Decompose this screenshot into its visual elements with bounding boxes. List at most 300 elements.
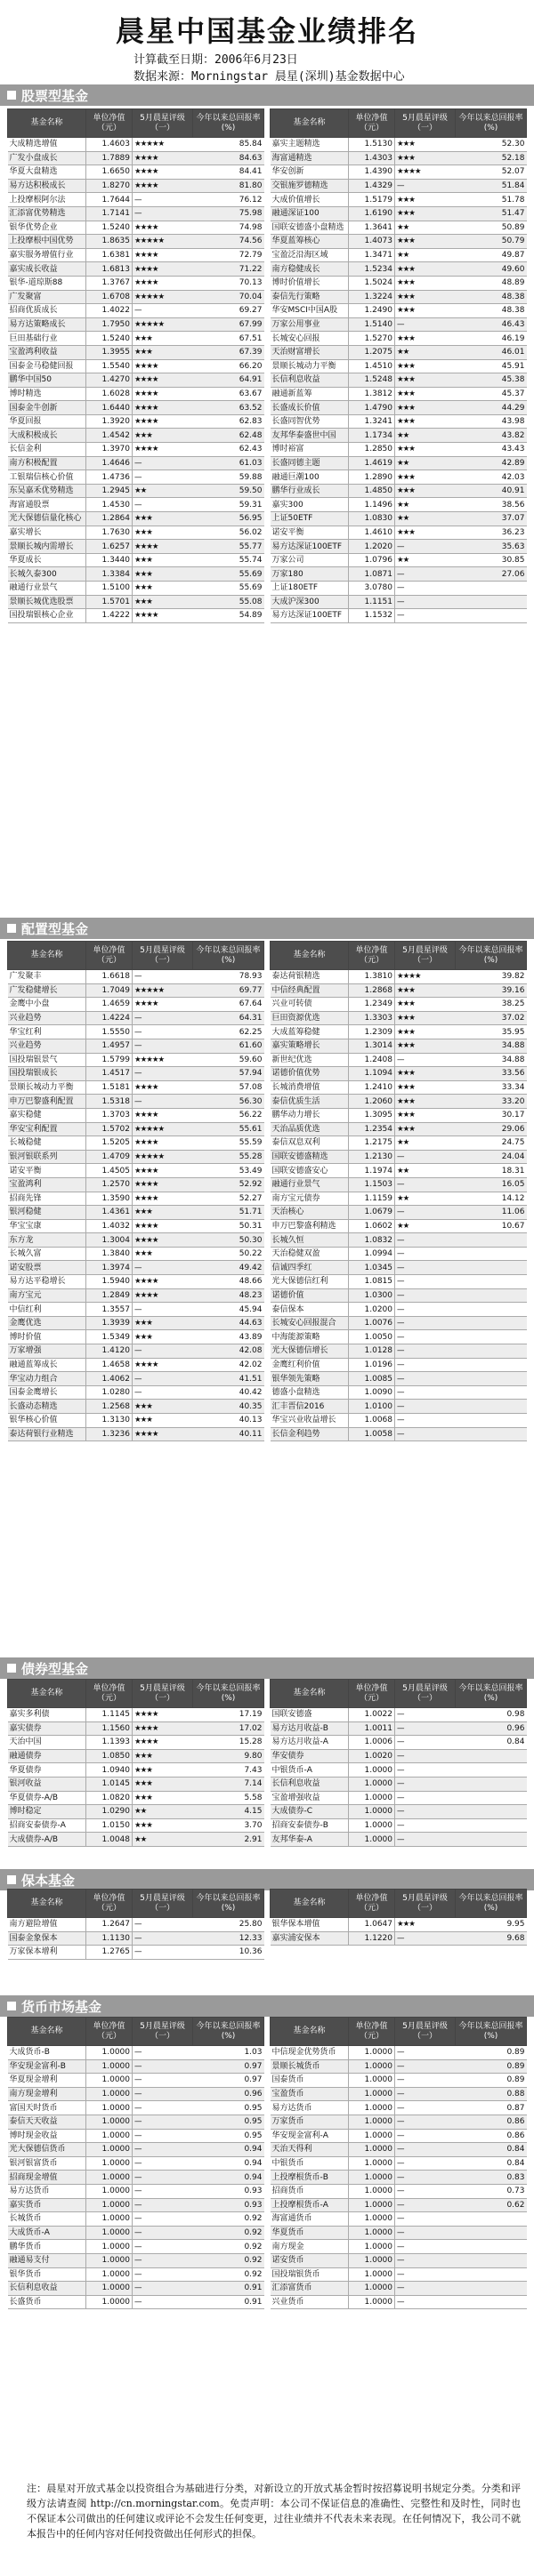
rating-stars: — bbox=[395, 2046, 456, 2060]
rating-stars: — bbox=[395, 2059, 456, 2074]
table-row bbox=[8, 1736, 264, 1750]
rating-stars: — bbox=[395, 2184, 456, 2198]
ytd-return: 0.73 bbox=[456, 2184, 527, 2198]
rating-stars: — bbox=[395, 1233, 456, 1248]
ytd-return: 61.60 bbox=[193, 1039, 264, 1053]
fund-name: 嘉实多利债 bbox=[8, 1708, 86, 1722]
rating-stars: ★★★★★ bbox=[133, 1122, 193, 1136]
ytd-return: 51.78 bbox=[456, 193, 527, 207]
table-row bbox=[271, 1192, 527, 1206]
fund-name: 国投瑞银景气 bbox=[8, 1053, 86, 1067]
table-row bbox=[271, 526, 527, 540]
square-bullet-icon bbox=[7, 1664, 16, 1673]
section-title: 债券型基金 bbox=[21, 1661, 89, 1677]
unit-nav: 1.0000 bbox=[86, 2198, 133, 2212]
rating-stars: ★★★ bbox=[133, 512, 193, 526]
unit-nav: 1.0000 bbox=[349, 1833, 395, 1847]
table-row bbox=[271, 609, 527, 623]
table-row bbox=[8, 470, 264, 485]
fund-name: 南方避险增值 bbox=[8, 1918, 86, 1932]
unit-nav: 1.0000 bbox=[349, 1777, 395, 1791]
ytd-return: 55.69 bbox=[193, 567, 264, 582]
fund-name: 诺安股票 bbox=[8, 1261, 86, 1275]
table-row bbox=[8, 1918, 264, 1932]
ytd-return: 50.22 bbox=[193, 1247, 264, 1261]
table-row bbox=[8, 1150, 264, 1164]
ytd-return: 40.42 bbox=[193, 1385, 264, 1400]
fund-name: 大成沪深300 bbox=[271, 595, 349, 609]
unit-nav: 1.2060 bbox=[349, 1095, 395, 1109]
unit-nav: 1.1734 bbox=[349, 429, 395, 443]
unit-nav: 1.0076 bbox=[349, 1316, 395, 1330]
table-row bbox=[271, 2101, 527, 2115]
ytd-return: 0.94 bbox=[193, 2171, 264, 2185]
ytd-return: 18.31 bbox=[456, 1164, 527, 1178]
table-row bbox=[271, 345, 527, 359]
fund-name: 博时现金收益 bbox=[8, 2129, 86, 2143]
unit-nav: 1.2945 bbox=[86, 484, 133, 498]
table-row bbox=[8, 1192, 264, 1206]
ytd-return: 71.22 bbox=[193, 262, 264, 277]
rating-stars: — bbox=[133, 2046, 193, 2060]
unit-nav: 1.0000 bbox=[349, 2087, 395, 2101]
table-row bbox=[271, 1275, 527, 1289]
fund-name: 广发聚富 bbox=[8, 290, 86, 304]
fund-name: 大成债券-A/B bbox=[8, 1833, 86, 1847]
rating-stars: — bbox=[395, 317, 456, 332]
table-row bbox=[8, 151, 264, 165]
rating-stars: — bbox=[395, 1931, 456, 1946]
table-row bbox=[271, 2115, 527, 2129]
table-row bbox=[8, 1344, 264, 1359]
rating-stars: — bbox=[395, 1330, 456, 1344]
table-row bbox=[271, 595, 527, 609]
rating-stars: ★★★ bbox=[133, 1206, 193, 1220]
unit-nav: 1.3590 bbox=[86, 1192, 133, 1206]
fund-name: 长盛同德主题 bbox=[271, 456, 349, 470]
table-row bbox=[271, 373, 527, 388]
fund-name: 华安MSCI中国A股 bbox=[271, 304, 349, 318]
table-row bbox=[271, 1261, 527, 1275]
ytd-return: 57.08 bbox=[193, 1080, 264, 1095]
table-row bbox=[8, 2101, 264, 2115]
table-row bbox=[271, 2184, 527, 2198]
unit-nav: 1.0020 bbox=[349, 1749, 395, 1763]
unit-nav: 1.0196 bbox=[349, 1358, 395, 1372]
ytd-return: 0.95 bbox=[193, 2101, 264, 2115]
ytd-return: 78.93 bbox=[193, 970, 264, 984]
rating-stars: ★★★★ bbox=[133, 609, 193, 623]
table-row bbox=[8, 1749, 264, 1763]
rating-stars: — bbox=[395, 2226, 456, 2240]
unit-nav: 1.2890 bbox=[349, 470, 395, 485]
rating-stars: — bbox=[395, 1414, 456, 1428]
ytd-return: 56.95 bbox=[193, 512, 264, 526]
rating-stars: — bbox=[133, 498, 193, 512]
unit-nav: 1.3812 bbox=[349, 387, 395, 401]
rating-stars: — bbox=[133, 2226, 193, 2240]
rating-stars: ★★★★★ bbox=[133, 1150, 193, 1164]
table-row bbox=[271, 2267, 527, 2282]
ytd-return bbox=[456, 1372, 527, 1386]
unit-nav: 1.3471 bbox=[349, 248, 395, 262]
fund-name: 易方达策略成长 bbox=[8, 317, 86, 332]
rating-stars: ★★★ bbox=[395, 401, 456, 415]
ytd-return bbox=[456, 2212, 527, 2227]
ytd-return: 50.31 bbox=[193, 1219, 264, 1233]
rating-stars: — bbox=[395, 2253, 456, 2267]
rating-stars: ★★★★ bbox=[133, 221, 193, 235]
fund-name: 万家公司 bbox=[271, 553, 349, 567]
unit-nav: 1.0000 bbox=[349, 2059, 395, 2074]
ytd-return: 0.89 bbox=[456, 2059, 527, 2074]
ytd-return bbox=[456, 1777, 527, 1791]
table-row bbox=[8, 414, 264, 429]
unit-nav: 1.0602 bbox=[349, 1219, 395, 1233]
rating-stars: — bbox=[133, 2143, 193, 2157]
unit-nav: 1.0058 bbox=[349, 1427, 395, 1441]
fund-table-left bbox=[7, 941, 264, 1441]
rating-stars: ★★ bbox=[395, 248, 456, 262]
ytd-return: 52.30 bbox=[456, 138, 527, 152]
rating-stars: — bbox=[395, 1150, 456, 1164]
ytd-return bbox=[456, 2226, 527, 2240]
fund-name: 融通蓝筹成长 bbox=[8, 1358, 86, 1372]
rating-stars: ★★ bbox=[133, 1805, 193, 1819]
table-row bbox=[271, 1053, 527, 1067]
unit-nav: 1.5349 bbox=[86, 1330, 133, 1344]
rating-stars: — bbox=[133, 2282, 193, 2296]
rating-stars: ★★★ bbox=[395, 387, 456, 401]
table-row bbox=[8, 2074, 264, 2088]
ytd-return: 48.66 bbox=[193, 1275, 264, 1289]
calc-date-line: 计算截至日期：2006年6月23日 bbox=[134, 53, 298, 67]
ytd-return bbox=[456, 2253, 527, 2267]
table-row bbox=[8, 526, 264, 540]
rating-stars: — bbox=[395, 2295, 456, 2309]
rating-stars: ★★ bbox=[395, 1136, 456, 1151]
rating-stars: — bbox=[133, 193, 193, 207]
rating-stars: — bbox=[133, 2074, 193, 2088]
rating-stars: ★★★ bbox=[133, 1791, 193, 1805]
ytd-return: 64.91 bbox=[193, 373, 264, 388]
rating-stars: ★★★ bbox=[395, 359, 456, 373]
rating-stars: ★★ bbox=[395, 498, 456, 512]
rating-stars: — bbox=[395, 1275, 456, 1289]
fund-name: 融通易支付 bbox=[8, 2253, 86, 2267]
rating-stars: ★★ bbox=[133, 484, 193, 498]
table-row bbox=[8, 2226, 264, 2240]
unit-nav: 1.0000 bbox=[349, 2253, 395, 2267]
rating-stars: — bbox=[133, 1931, 193, 1946]
fund-name: 上投摩根货币-A bbox=[271, 2198, 349, 2212]
rating-stars: — bbox=[395, 2087, 456, 2101]
table-row bbox=[271, 2295, 527, 2309]
ytd-return: 33.20 bbox=[456, 1095, 527, 1109]
unit-nav: 1.0940 bbox=[86, 1763, 133, 1778]
unit-nav: 1.0000 bbox=[86, 2267, 133, 2282]
table-row bbox=[8, 2046, 264, 2060]
rating-stars: — bbox=[133, 1946, 193, 1960]
unit-nav: 1.0000 bbox=[86, 2226, 133, 2240]
fund-name: 万家公用事业 bbox=[271, 317, 349, 332]
unit-nav: 1.6650 bbox=[86, 165, 133, 180]
unit-nav: 1.6813 bbox=[86, 262, 133, 277]
fund-name: 银华货币 bbox=[8, 2267, 86, 2282]
rating-stars: ★★★ bbox=[395, 983, 456, 998]
rating-stars: — bbox=[133, 304, 193, 318]
unit-nav: 1.4224 bbox=[86, 1011, 133, 1025]
ytd-return: 62.25 bbox=[193, 1025, 264, 1039]
fund-name: 招商安泰债券-B bbox=[271, 1818, 349, 1833]
unit-nav: 1.0000 bbox=[86, 2282, 133, 2296]
ytd-return: 56.30 bbox=[193, 1095, 264, 1109]
ytd-return: 0.89 bbox=[456, 2074, 527, 2088]
fund-name: 国联安德盛精选 bbox=[271, 1150, 349, 1164]
ytd-return: 9.80 bbox=[193, 1749, 264, 1763]
fund-name: 大成货币-B bbox=[8, 2046, 86, 2060]
rating-stars: ★★★★ bbox=[133, 1233, 193, 1248]
fund-name: 诺德价值优势 bbox=[271, 1067, 349, 1081]
unit-nav: 1.3955 bbox=[86, 345, 133, 359]
col-header-nav: 单位净值（元） bbox=[86, 1680, 133, 1708]
rating-stars: ★★★★ bbox=[133, 998, 193, 1012]
table-row bbox=[271, 2226, 527, 2240]
fund-table-left bbox=[7, 1679, 264, 1847]
unit-nav: 1.0290 bbox=[86, 1805, 133, 1819]
table-row bbox=[8, 2267, 264, 2282]
fund-name: 汇添富优势精选 bbox=[8, 206, 86, 221]
ytd-return: 45.91 bbox=[456, 359, 527, 373]
unit-nav: 1.4530 bbox=[86, 498, 133, 512]
unit-nav: 1.7049 bbox=[86, 983, 133, 998]
fund-name: 融通巨潮100 bbox=[271, 470, 349, 485]
table-row bbox=[8, 248, 264, 262]
fund-name: 鹏华中国50 bbox=[8, 373, 86, 388]
unit-nav: 1.5140 bbox=[349, 317, 395, 332]
rating-stars: ★★★★ bbox=[395, 970, 456, 984]
ytd-return: 35.63 bbox=[456, 540, 527, 554]
fund-name: 万家货币 bbox=[271, 2115, 349, 2129]
rating-stars: — bbox=[395, 2074, 456, 2088]
table-row bbox=[271, 1067, 527, 1081]
unit-nav: 1.4505 bbox=[86, 1164, 133, 1178]
table-row bbox=[271, 138, 527, 152]
ytd-return: 72.79 bbox=[193, 248, 264, 262]
table-row bbox=[271, 1095, 527, 1109]
ytd-return: 46.01 bbox=[456, 345, 527, 359]
rating-stars: — bbox=[395, 2115, 456, 2129]
unit-nav: 1.4120 bbox=[86, 1344, 133, 1359]
ytd-return: 38.25 bbox=[456, 998, 527, 1012]
section-header bbox=[0, 1995, 534, 2017]
fund-name: 景顺长城动力平衡 bbox=[271, 359, 349, 373]
ytd-return: 50.30 bbox=[193, 1233, 264, 1248]
ytd-return bbox=[456, 1275, 527, 1289]
fund-name: 国联安德盛小盘精选 bbox=[271, 221, 349, 235]
rating-stars: — bbox=[395, 1763, 456, 1778]
fund-name: 泰信保本 bbox=[271, 1303, 349, 1317]
section-title: 保本基金 bbox=[21, 1873, 76, 1889]
unit-nav: 1.3241 bbox=[349, 414, 395, 429]
section-header bbox=[0, 1869, 534, 1890]
ytd-return: 44.29 bbox=[456, 401, 527, 415]
rating-stars: — bbox=[395, 1372, 456, 1386]
ytd-return: 43.82 bbox=[456, 429, 527, 443]
table-header-row bbox=[8, 2018, 264, 2046]
table-row bbox=[8, 1358, 264, 1372]
ytd-return bbox=[456, 1833, 527, 1847]
table-row bbox=[8, 1025, 264, 1039]
table-row bbox=[8, 179, 264, 193]
unit-nav: 1.0090 bbox=[349, 1385, 395, 1400]
rating-stars: ★★★ bbox=[395, 1108, 456, 1122]
rating-stars: — bbox=[133, 2295, 193, 2309]
rating-stars: — bbox=[133, 2171, 193, 2185]
fund-name: 天治财富增长 bbox=[271, 345, 349, 359]
fund-name: 国泰金马稳健回报 bbox=[8, 359, 86, 373]
table-row bbox=[271, 1358, 527, 1372]
table-row bbox=[271, 414, 527, 429]
table-row bbox=[8, 345, 264, 359]
unit-nav: 1.4646 bbox=[86, 456, 133, 470]
table-row bbox=[8, 2282, 264, 2296]
fund-name: 宝盈货币 bbox=[271, 2087, 349, 2101]
rating-stars: ★★ bbox=[395, 456, 456, 470]
unit-nav: 1.4850 bbox=[349, 484, 395, 498]
ytd-return: 69.77 bbox=[193, 983, 264, 998]
table-row bbox=[271, 1303, 527, 1317]
ytd-return: 24.04 bbox=[456, 1150, 527, 1164]
table-row bbox=[8, 1247, 264, 1261]
ytd-return: 59.60 bbox=[193, 1053, 264, 1067]
ytd-return: 46.19 bbox=[456, 332, 527, 346]
unit-nav: 1.0000 bbox=[349, 2115, 395, 2129]
ytd-return: 62.83 bbox=[193, 414, 264, 429]
fund-table-right bbox=[270, 1889, 527, 1946]
rating-stars: ★★★ bbox=[395, 1122, 456, 1136]
fund-name: 融通行业景气 bbox=[8, 582, 86, 596]
unit-nav: 1.0000 bbox=[349, 1818, 395, 1833]
col-header-nav: 单位净值（元） bbox=[349, 942, 395, 970]
table-row bbox=[271, 970, 527, 984]
table-row bbox=[271, 2212, 527, 2227]
table-row bbox=[8, 1011, 264, 1025]
fund-name: 金鹰中小盘 bbox=[8, 998, 86, 1012]
fund-name: 招商先锋 bbox=[8, 1192, 86, 1206]
table-row bbox=[271, 1108, 527, 1122]
table-row bbox=[8, 1946, 264, 1960]
unit-nav: 1.5799 bbox=[86, 1053, 133, 1067]
table-row bbox=[8, 1303, 264, 1317]
unit-nav: 1.1130 bbox=[86, 1931, 133, 1946]
unit-nav: 1.3130 bbox=[86, 1414, 133, 1428]
fund-name: 易方达货币 bbox=[8, 2184, 86, 2198]
ytd-return: 0.62 bbox=[456, 2198, 527, 2212]
fund-name: 银河银富货币 bbox=[8, 2156, 86, 2171]
rating-stars: ★★★ bbox=[395, 414, 456, 429]
ytd-return: 45.37 bbox=[456, 387, 527, 401]
unit-nav: 1.0000 bbox=[86, 2240, 133, 2254]
rating-stars: ★★★★★ bbox=[133, 983, 193, 998]
fund-name: 嘉实策略增长 bbox=[271, 1039, 349, 1053]
unit-nav: 1.0000 bbox=[86, 2143, 133, 2157]
table-header-row bbox=[8, 942, 264, 970]
unit-nav: 1.1496 bbox=[349, 498, 395, 512]
rating-stars: — bbox=[133, 2059, 193, 2074]
unit-nav: 1.1151 bbox=[349, 595, 395, 609]
rating-stars: — bbox=[395, 1303, 456, 1317]
ytd-return: 0.91 bbox=[193, 2295, 264, 2309]
ytd-return: 84.41 bbox=[193, 165, 264, 180]
rating-stars: ★★★★ bbox=[133, 179, 193, 193]
fund-name: 华夏蓝筹核心 bbox=[271, 235, 349, 249]
unit-nav: 1.6190 bbox=[349, 206, 395, 221]
ytd-return: 51.71 bbox=[193, 1206, 264, 1220]
unit-nav: 1.1974 bbox=[349, 1164, 395, 1178]
table-row bbox=[271, 304, 527, 318]
unit-nav: 1.4222 bbox=[86, 609, 133, 623]
ytd-return: 2.91 bbox=[193, 1833, 264, 1847]
rating-stars: ★★★★★ bbox=[133, 1053, 193, 1067]
fund-name: 长城稳健 bbox=[8, 1136, 86, 1151]
rating-stars: ★★★★ bbox=[133, 387, 193, 401]
unit-nav: 1.1220 bbox=[349, 1931, 395, 1946]
fund-name: 泰信先行策略 bbox=[271, 290, 349, 304]
table-header-row bbox=[271, 1890, 527, 1918]
ytd-return: 85.84 bbox=[193, 138, 264, 152]
rating-stars: ★★★★★ bbox=[133, 235, 193, 249]
table-row bbox=[271, 1206, 527, 1220]
fund-name: 长城久泰300 bbox=[8, 567, 86, 582]
unit-nav: 1.5240 bbox=[86, 332, 133, 346]
col-header-ytd-return: 今年以来总回报率(%) bbox=[456, 942, 527, 970]
unit-nav: 1.0068 bbox=[349, 1414, 395, 1428]
rating-stars: ★★★ bbox=[395, 290, 456, 304]
ytd-return: 84.63 bbox=[193, 151, 264, 165]
unit-nav: 1.2864 bbox=[86, 512, 133, 526]
rating-stars: ★★★ bbox=[395, 1918, 456, 1932]
fund-name: 泰信优质生活 bbox=[271, 1095, 349, 1109]
fund-name: 国泰货币 bbox=[271, 2074, 349, 2088]
ytd-return: 0.83 bbox=[456, 2171, 527, 2185]
unit-nav: 1.2309 bbox=[349, 1025, 395, 1039]
ytd-return: 33.56 bbox=[456, 1067, 527, 1081]
ytd-return: 42.03 bbox=[456, 470, 527, 485]
ytd-return: 0.89 bbox=[456, 2046, 527, 2060]
rating-stars: — bbox=[395, 595, 456, 609]
fund-name: 长信利息收益 bbox=[271, 1777, 349, 1791]
unit-nav: 1.5540 bbox=[86, 359, 133, 373]
unit-nav: 1.3224 bbox=[349, 290, 395, 304]
fund-name: 银河收益 bbox=[8, 1777, 86, 1791]
fund-name: 长城久恒 bbox=[271, 1233, 349, 1248]
rating-stars: ★★★ bbox=[395, 235, 456, 249]
rating-stars: — bbox=[395, 540, 456, 554]
table-row bbox=[271, 1400, 527, 1414]
fund-name: 嘉实成长收益 bbox=[8, 262, 86, 277]
fund-name: 华安创新 bbox=[271, 165, 349, 180]
unit-nav: 1.5270 bbox=[349, 332, 395, 346]
fund-name: 华夏债券-A/B bbox=[8, 1791, 86, 1805]
table-row bbox=[271, 1247, 527, 1261]
ytd-return: 0.84 bbox=[456, 2143, 527, 2157]
table-row bbox=[8, 540, 264, 554]
unit-nav: 1.0011 bbox=[349, 1721, 395, 1736]
fund-table-right bbox=[270, 108, 527, 623]
fund-name: 博时价值 bbox=[8, 1330, 86, 1344]
fund-name: 南方现金增利 bbox=[8, 2087, 86, 2101]
